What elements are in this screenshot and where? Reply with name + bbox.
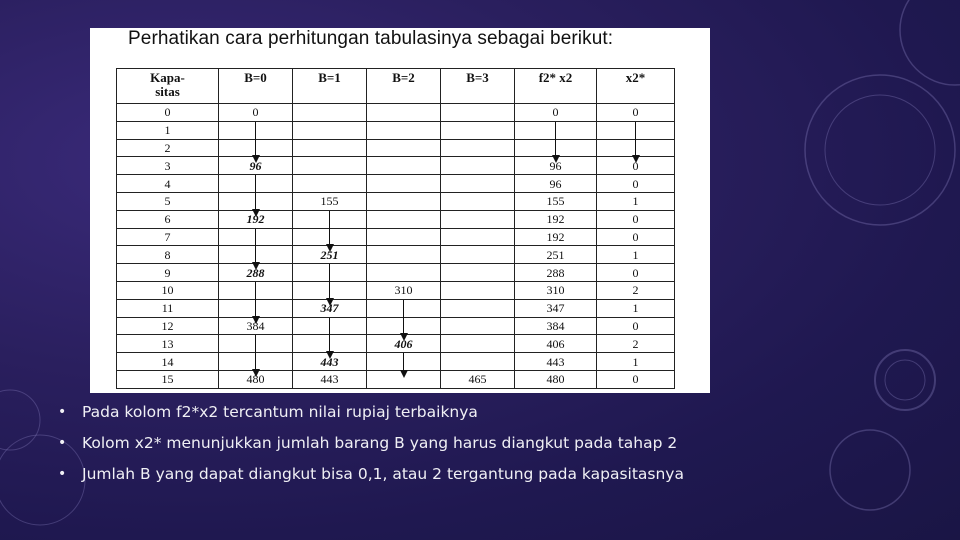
table-cell — [441, 104, 515, 122]
table-cell: 1 — [597, 192, 675, 210]
table-cell — [219, 121, 293, 139]
table-cell — [441, 299, 515, 317]
table-cell — [293, 228, 367, 246]
table-cell: 443 — [293, 353, 367, 371]
table-cell: 406 — [515, 335, 597, 353]
table-header-6: x2* — [597, 69, 675, 104]
table-cell: 192 — [515, 228, 597, 246]
table-cell: 251 — [515, 246, 597, 264]
table-cell: 2 — [117, 139, 219, 157]
table-cell — [293, 157, 367, 175]
table-row — [117, 121, 675, 139]
table-cell: 5 — [117, 192, 219, 210]
table-header-0: Kapa- sitas — [117, 69, 219, 104]
table-cell — [367, 228, 441, 246]
table-row — [117, 192, 675, 210]
table-cell: 443 — [293, 370, 367, 388]
table-cell — [367, 246, 441, 264]
table-cell — [293, 335, 367, 353]
table-cell — [293, 121, 367, 139]
table-cell: 0 — [597, 264, 675, 282]
table-row — [117, 281, 675, 299]
bullet-item — [58, 433, 684, 464]
table-row — [117, 104, 675, 122]
table-header-1: B=0 — [219, 69, 293, 104]
table-cell: 155 — [293, 192, 367, 210]
table-cell: 1 — [597, 353, 675, 371]
table-row — [117, 139, 675, 157]
table-cell — [293, 139, 367, 157]
table-cell — [219, 353, 293, 371]
bullet-list — [58, 402, 684, 495]
table-cell: 480 — [219, 370, 293, 388]
table-cell: 310 — [367, 281, 441, 299]
table-cell — [515, 139, 597, 157]
table-cell — [367, 264, 441, 282]
table-cell: 12 — [117, 317, 219, 335]
table-cell — [367, 157, 441, 175]
table-cell — [441, 157, 515, 175]
table-cell — [367, 317, 441, 335]
card-title: Perhatikan cara perhitungan tabulasinya sebagai berikut: — [128, 28, 614, 49]
table-cell — [219, 175, 293, 193]
table-cell — [441, 175, 515, 193]
table-header-2: B=1 — [293, 69, 367, 104]
table-row — [117, 210, 675, 228]
content-image-card — [90, 28, 710, 393]
table-cell — [367, 121, 441, 139]
table-cell — [367, 192, 441, 210]
table-row — [117, 175, 675, 193]
table-cell: 8 — [117, 246, 219, 264]
table-cell: 3 — [117, 157, 219, 175]
bullet-dot-icon: • — [58, 404, 67, 420]
tabulation-table — [116, 68, 675, 389]
table-cell — [367, 139, 441, 157]
table-cell — [367, 175, 441, 193]
table-cell: 11 — [117, 299, 219, 317]
table-cell — [367, 299, 441, 317]
table-cell: 192 — [219, 210, 293, 228]
table-cell: 0 — [117, 104, 219, 122]
table-cell — [367, 210, 441, 228]
table-row — [117, 299, 675, 317]
table-cell: 384 — [515, 317, 597, 335]
table-cell — [441, 210, 515, 228]
table-cell — [441, 246, 515, 264]
table-cell: 7 — [117, 228, 219, 246]
table-cell: 0 — [597, 228, 675, 246]
table-cell: 14 — [117, 353, 219, 371]
table-row — [117, 353, 675, 371]
table-cell — [219, 228, 293, 246]
table-cell — [441, 317, 515, 335]
table-cell: 0 — [597, 317, 675, 335]
table-cell — [441, 353, 515, 371]
table-cell: 347 — [293, 299, 367, 317]
table-cell: 288 — [219, 264, 293, 282]
table-row — [117, 317, 675, 335]
table-header-5: f2* x2 — [515, 69, 597, 104]
table-cell: 384 — [219, 317, 293, 335]
table-cell — [293, 210, 367, 228]
table-cell: 465 — [441, 370, 515, 388]
table-row — [117, 370, 675, 388]
table-cell — [441, 139, 515, 157]
table-cell: 406 — [367, 335, 441, 353]
table-header-3: B=2 — [367, 69, 441, 104]
table-cell: 0 — [597, 175, 675, 193]
table-cell: 4 — [117, 175, 219, 193]
table-cell: 96 — [219, 157, 293, 175]
table-cell: 1 — [117, 121, 219, 139]
table-cell — [293, 264, 367, 282]
table-cell — [367, 353, 441, 371]
table-cell — [441, 281, 515, 299]
bullet-text: Kolom x2* menunjukkan jumlah barang B yang harus diangkut pada tahap 2 — [82, 434, 678, 452]
table-cell: 251 — [293, 246, 367, 264]
table-row — [117, 264, 675, 282]
table-cell — [515, 121, 597, 139]
table-cell — [293, 104, 367, 122]
table-cell: 0 — [597, 370, 675, 388]
table-cell: 480 — [515, 370, 597, 388]
table-cell: 15 — [117, 370, 219, 388]
table-cell: 96 — [515, 157, 597, 175]
table-row — [117, 246, 675, 264]
table-cell — [367, 370, 441, 388]
table-cell: 96 — [515, 175, 597, 193]
table-cell — [293, 175, 367, 193]
table-cell: 9 — [117, 264, 219, 282]
table-cell: 192 — [515, 210, 597, 228]
table-cell: 0 — [515, 104, 597, 122]
table-cell: 1 — [597, 299, 675, 317]
table-cell — [219, 192, 293, 210]
table-cell — [219, 281, 293, 299]
table-cell — [597, 139, 675, 157]
bullet-item — [58, 464, 684, 495]
table-row — [117, 157, 675, 175]
table-cell: 0 — [597, 157, 675, 175]
bullet-text: Jumlah B yang dapat diangkut bisa 0,1, atau 2 tergantung pada kapasitasnya — [82, 465, 684, 483]
table-cell: 288 — [515, 264, 597, 282]
table-row — [117, 228, 675, 246]
table-cell — [441, 228, 515, 246]
bullet-item — [58, 402, 684, 433]
table-cell — [219, 299, 293, 317]
table-cell: 10 — [117, 281, 219, 299]
table-cell — [219, 335, 293, 353]
table-cell: 0 — [597, 104, 675, 122]
table-cell — [293, 281, 367, 299]
table-header-4: B=3 — [441, 69, 515, 104]
table-cell — [597, 121, 675, 139]
table-cell: 2 — [597, 281, 675, 299]
table-cell — [441, 192, 515, 210]
table-cell — [441, 121, 515, 139]
table-cell: 1 — [597, 246, 675, 264]
table-cell — [441, 335, 515, 353]
table-cell — [441, 264, 515, 282]
table-cell: 0 — [597, 210, 675, 228]
table-cell: 0 — [219, 104, 293, 122]
bullet-dot-icon: • — [58, 435, 67, 451]
table-cell: 2 — [597, 335, 675, 353]
table-cell — [293, 317, 367, 335]
table-cell: 443 — [515, 353, 597, 371]
table-cell: 155 — [515, 192, 597, 210]
table-cell: 310 — [515, 281, 597, 299]
bullet-text: Pada kolom f2*x2 tercantum nilai rupiaj terbaiknya — [82, 403, 478, 421]
table-cell — [219, 246, 293, 264]
table-cell: 13 — [117, 335, 219, 353]
table-cell — [367, 104, 441, 122]
table-cell: 6 — [117, 210, 219, 228]
bullet-dot-icon: • — [58, 466, 67, 482]
table-row — [117, 335, 675, 353]
table-cell — [219, 139, 293, 157]
table-cell: 347 — [515, 299, 597, 317]
